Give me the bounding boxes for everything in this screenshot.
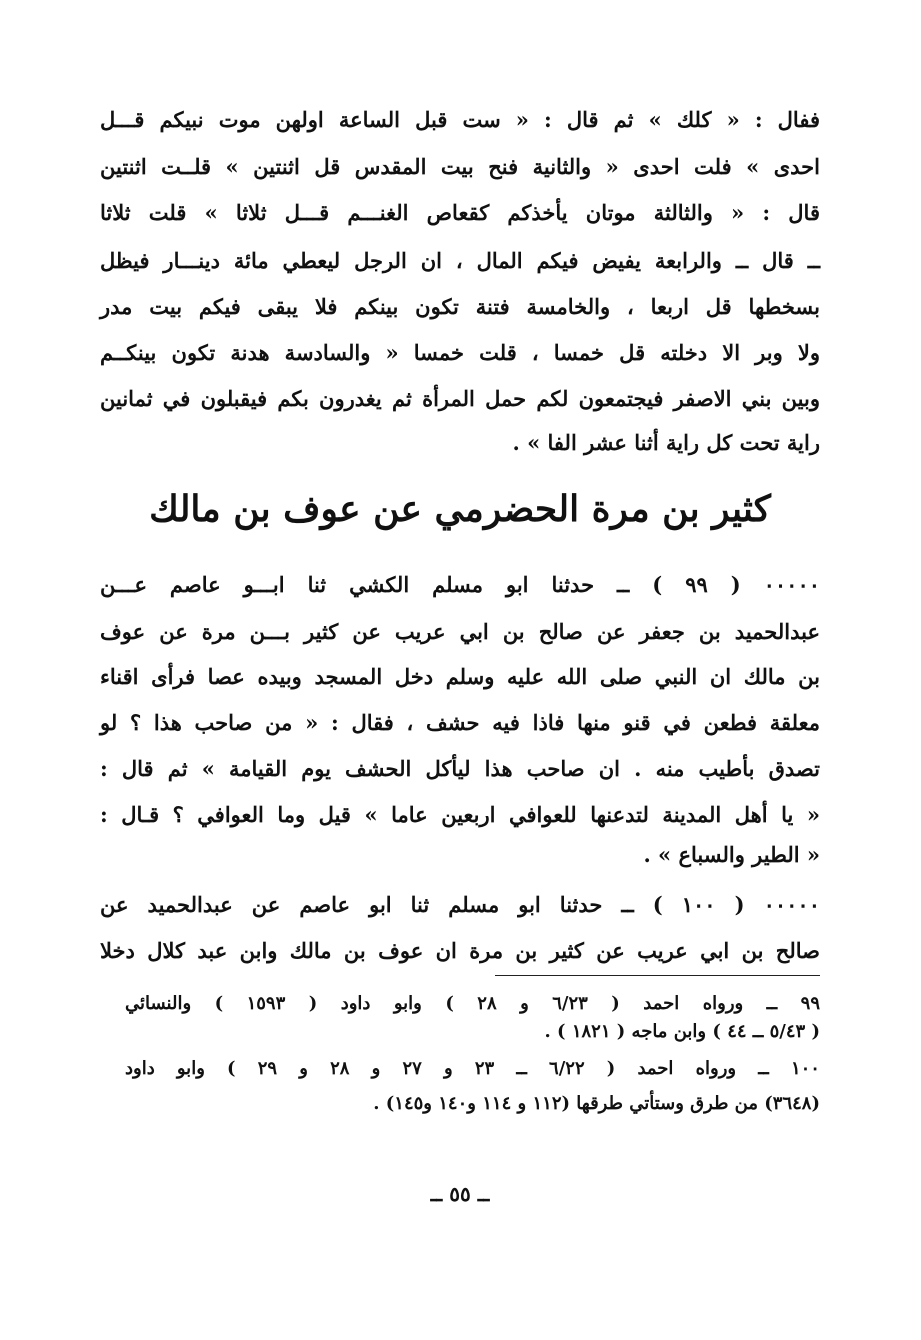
- section-heading: كثير بن مرة الحضرمي عن عوف بن مالك: [149, 488, 771, 530]
- page-number: ــ ٥٥ ــ: [430, 1182, 490, 1206]
- footnote-line: (٣٦٤٨) من طرق وستأتي طرقها (١١٢ و ١١٤ و١٤٠ و١٤٥) .: [373, 1093, 820, 1114]
- text-line: صالح بن ابي عريب عن كثير بن مرة ان عوف بن مالك وابن عبد كلال دخلا: [100, 938, 820, 963]
- text-line: « الطير والسباع » .: [643, 842, 820, 867]
- text-line: قال : « والثالثة موتان يأخذكم كقعاص الغنـــم قـــل ثلاثا » قلت ثلاثا: [100, 200, 820, 225]
- text-line: بسخطها قل اربعا ، والخامسة فتنة تكون بينكم فلا يبقى فيكم بيت مدر: [100, 294, 820, 319]
- text-line: عبدالحميد بن جعفر عن صالح بن ابي عريب عن كثير بـــن مرة عن عوف: [100, 619, 820, 644]
- footnote-separator: [495, 975, 820, 976]
- text-line: وبين بني الاصفر فيجتمعون لكم حمل المرأة ثم يغدرون بكم فيقبلون في ثمانين: [100, 386, 820, 411]
- text-line: بن مالك ان النبي صلى الله عليه وسلم دخل المسجد وبيده عصا فرأى اقناء: [100, 664, 820, 689]
- text-line: معلقة فطعن في قنو منها فاذا فيه حشف ، فقال : « من صاحب هذا ؟ لو: [100, 710, 820, 735]
- text-line: تصدق بأطيب منه . ان صاحب هذا ليأكل الحشف يوم القيامة » ثم قال :: [100, 756, 820, 781]
- text-line: احدى » فلت احدى « والثانية فنح بيت المقدس قل اثنتين » قلــت اثنتين: [100, 154, 820, 179]
- text-line: ٠٠٠٠٠ ( ١٠٠ ) ــ حدثنا ابو مسلم ثنا ابو عاصم عن عبدالحميد عن: [100, 892, 820, 917]
- text-line: ٠٠٠٠٠ ( ٩٩ ) ــ حدثنا ابو مسلم الكشي ثنا ابـــو عاصم عـــن: [100, 572, 821, 597]
- footnote-line: ( ٥/٤٣ ــ ٤٤ ) وابن ماجه ( ١٨٢١ ) .: [544, 1021, 820, 1042]
- text-line: راية تحت كل راية أثنا عشر الفا » .: [512, 430, 820, 455]
- text-line: « يا أهل المدينة لتدعنها للعوافي اربعين عاما » قيل وما العوافي ؟ قـال :: [100, 802, 820, 827]
- text-line: ولا وبر الا دخلته قل خمسا ، قلت خمسا « والسادسة هدنة تكون بينكــم: [100, 340, 820, 365]
- text-line: ــ قال ــ والرابعة يفيض فيكم المال ، ان الرجل ليعطي مائة دينـــار فيظل: [100, 248, 820, 273]
- footnote-line: ٩٩ ــ ورواه احمد ( ٦/٢٣ و ٢٨ ) وابو داود ( ١٥٩٣ ) والنسائي: [125, 993, 820, 1014]
- footnote-line: ١٠٠ ــ ورواه احمد ( ٦/٢٢ ــ ٢٣ و ٢٧ و ٢٨ و ٢٩ ) وابو داود: [125, 1058, 820, 1079]
- text-line: ففال : « كلك » ثم قال : « ست قبل الساعة اولهن موت نبيكم قـــل: [100, 107, 820, 132]
